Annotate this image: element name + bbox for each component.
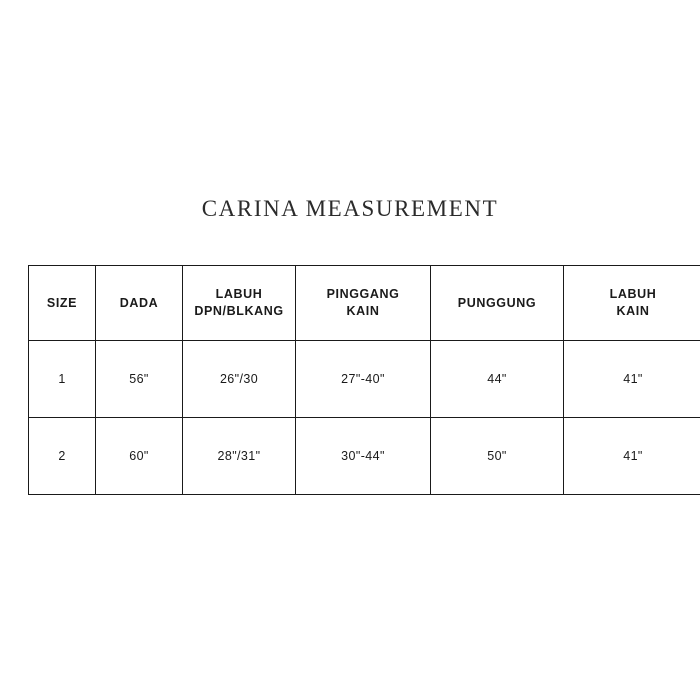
column-header-punggung-line-1: PUNGGUNG bbox=[457, 295, 537, 310]
column-header-dada bbox=[96, 266, 183, 341]
cell-punggung-row-2: 50" bbox=[431, 418, 564, 495]
column-header-pinggang-kain-line-2: KAIN bbox=[346, 304, 380, 318]
cell-labuh-kain-row-1: 41" bbox=[564, 341, 700, 418]
column-header-dada-line-1: DADA bbox=[119, 295, 159, 310]
column-header-pinggang-kain-line-1: PINGGANG bbox=[326, 287, 400, 302]
cell-size-row-2: 2 bbox=[29, 418, 96, 495]
table-header bbox=[29, 266, 700, 341]
table-row bbox=[29, 341, 700, 418]
column-header-size bbox=[29, 266, 96, 341]
page-title: CARINA MEASUREMENT bbox=[201, 196, 499, 221]
column-header-pinggang-kain bbox=[296, 266, 431, 341]
cell-dada-row-2: 60" bbox=[96, 418, 183, 495]
column-header-labuh-dpn-blkang bbox=[183, 266, 296, 341]
column-header-labuh-kain-line-1: LABUH bbox=[609, 287, 657, 302]
column-header-labuh-kain-line-2: KAIN bbox=[616, 304, 650, 318]
column-header-punggung bbox=[431, 266, 564, 341]
size-table-container bbox=[28, 265, 672, 495]
cell-labuh-dpn-blkang-row-1: 26"/30 bbox=[183, 341, 296, 418]
size-measurement-table bbox=[28, 265, 700, 495]
cell-pinggang-kain-row-2: 30"-44" bbox=[296, 418, 431, 495]
column-header-labuh-dpn-blkang-line-1: LABUH bbox=[215, 287, 263, 302]
cell-size-row-1: 1 bbox=[29, 341, 96, 418]
cell-labuh-kain-row-2: 41" bbox=[564, 418, 700, 495]
column-header-labuh-dpn-blkang-line-2: DPN/BLKANG bbox=[194, 304, 284, 318]
column-header-size-line-1: SIZE bbox=[46, 295, 78, 310]
cell-dada-row-1: 56" bbox=[96, 341, 183, 418]
cell-pinggang-kain-row-1: 27"-40" bbox=[296, 341, 431, 418]
table-row bbox=[29, 418, 700, 495]
column-header-labuh-kain bbox=[564, 266, 700, 341]
cell-labuh-dpn-blkang-row-2: 28"/31" bbox=[183, 418, 296, 495]
table-body bbox=[29, 341, 700, 495]
cell-punggung-row-1: 44" bbox=[431, 341, 564, 418]
table-header-row bbox=[29, 266, 700, 341]
